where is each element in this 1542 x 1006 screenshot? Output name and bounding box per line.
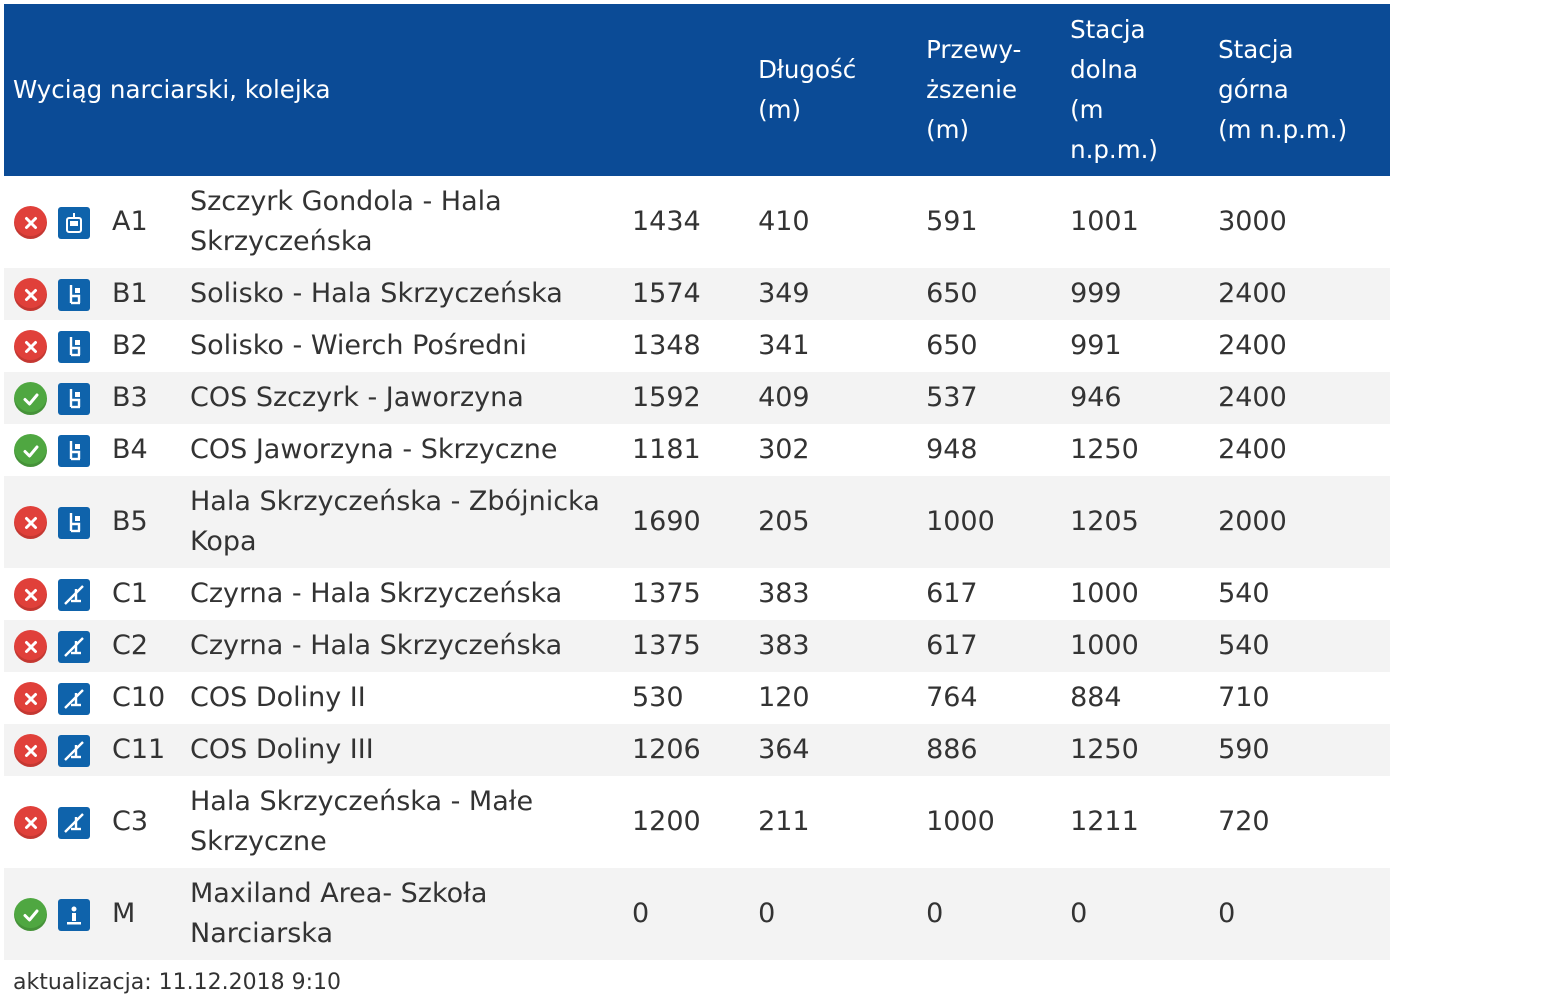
lift-name: COS Doliny III [190,734,374,765]
lift-code: C2 [112,630,149,661]
table-row [4,568,1390,620]
t-bar-icon [58,579,90,611]
rise-value: 410 [758,206,810,237]
upper-station-value: 1250 [1070,434,1139,465]
rise-value: 383 [758,630,810,661]
length-value: 1181 [632,434,701,465]
upper-station-value: 0 [1070,898,1088,929]
rise-value: 120 [758,682,810,713]
status-cell [4,424,58,476]
lift-type-cell [58,724,110,776]
closed-status-icon [14,734,47,767]
lift-code: B1 [112,278,148,309]
capacity-value: 3000 [1218,206,1287,237]
upper-station-value: 1000 [1070,630,1139,661]
upper-station-value: 946 [1070,382,1122,413]
col-header-lower-station: Stacja dolna (m n.p.m.) [1070,15,1158,164]
lower-station-value: 948 [926,434,978,465]
rise-value: 341 [758,330,810,361]
length-value: 1690 [632,506,701,537]
status-cell [4,620,58,672]
status-cell [4,776,58,868]
rise-value: 0 [758,898,776,929]
t-bar-icon [58,631,90,663]
t-bar-icon [58,683,90,715]
status-cell [4,568,58,620]
table-row [4,776,1390,868]
length-value: 1375 [632,630,701,661]
length-value: 1348 [632,330,701,361]
lower-station-value: 537 [926,382,978,413]
lift-name: Szczyrk Gondola - Hala Skrzyczeńska [190,186,502,257]
length-value: 1375 [632,578,701,609]
lower-station-value: 617 [926,630,978,661]
capacity-value: 2400 [1218,382,1287,413]
lift-code: C1 [112,578,149,609]
capacity-value: 2400 [1218,434,1287,465]
lift-type-cell [58,568,110,620]
status-cell [4,868,58,960]
upper-station-value: 1211 [1070,806,1139,837]
length-value: 1592 [632,382,701,413]
status-cell [4,724,58,776]
closed-status-icon [14,578,47,611]
status-cell [4,176,58,268]
lower-station-value: 1000 [926,806,995,837]
upper-station-value: 1001 [1070,206,1139,237]
col-header-rise: Przewy- ższenie (m) [926,35,1022,144]
status-cell [4,320,58,372]
closed-status-icon [14,506,47,539]
lift-type-cell [58,672,110,724]
open-status-icon [14,434,47,467]
capacity-value: 0 [1218,898,1236,929]
lift-name: COS Doliny II [190,682,366,713]
closed-status-icon [14,682,47,715]
lower-station-value: 617 [926,578,978,609]
length-value: 0 [632,898,650,929]
lower-station-value: 764 [926,682,978,713]
capacity-value: 2400 [1218,278,1287,309]
gondola-icon [58,207,90,239]
chairlift-icon [58,279,90,311]
length-value: 530 [632,682,684,713]
status-cell [4,372,58,424]
lift-code: B2 [112,330,148,361]
table-row [4,724,1390,776]
capacity-value: 2400 [1218,330,1287,361]
chairlift-icon [58,435,90,467]
table-row [4,268,1390,320]
lift-code: B3 [112,382,148,413]
lift-type-cell [58,620,110,672]
rise-value: 383 [758,578,810,609]
lower-station-value: 1000 [926,506,995,537]
last-updated: aktualizacja: 11.12.2018 9:10 [13,970,341,995]
status-cell [4,476,58,568]
closed-status-icon [14,630,47,663]
lift-code: B4 [112,434,148,465]
lift-name: Hala Skrzyczeńska - Zbójnicka Kopa [190,486,600,557]
rise-value: 409 [758,382,810,413]
table-row [4,320,1390,372]
table-row [4,672,1390,724]
lift-type-cell [58,476,110,568]
lift-code: M [112,898,136,929]
chairlift-icon [58,507,90,539]
lift-code: C11 [112,734,166,765]
lift-name: Solisko - Hala Skrzyczeńska [190,278,563,309]
lift-code: C3 [112,806,149,837]
upper-station-value: 1250 [1070,734,1139,765]
capacity-value: 720 [1218,806,1270,837]
status-cell [4,268,58,320]
lower-station-value: 650 [926,330,978,361]
col-header-lift: Wyciąg narciarski, kolejka [13,75,331,104]
carpet-icon [58,899,90,931]
length-value: 1206 [632,734,701,765]
capacity-value: 540 [1218,578,1270,609]
upper-station-value: 991 [1070,330,1122,361]
lift-name: Solisko - Wierch Pośredni [190,330,527,361]
lift-code: B5 [112,506,148,537]
status-cell [4,672,58,724]
open-status-icon [14,898,47,931]
lift-name: Czyrna - Hala Skrzyczeńska [190,630,563,661]
lift-code: A1 [112,206,148,237]
lift-name: Maxiland Area- Szkoła Narciarska [190,878,488,949]
closed-status-icon [14,330,47,363]
t-bar-icon [58,807,90,839]
table-row [4,424,1390,476]
lower-station-value: 0 [926,898,944,929]
capacity-value: 710 [1218,682,1270,713]
capacity-value: 590 [1218,734,1270,765]
col-header-upper-station: Stacja górna (m n.p.m.) [1218,35,1348,144]
lift-name: Czyrna - Hala Skrzyczeńska [190,578,563,609]
rise-value: 349 [758,278,810,309]
lift-name: COS Jaworzyna - Skrzyczne [190,434,558,465]
rise-value: 211 [758,806,810,837]
closed-status-icon [14,806,47,839]
length-value: 1574 [632,278,701,309]
lift-type-cell [58,424,110,476]
open-status-icon [14,382,47,415]
col-header-length: Długość (m) [758,55,857,124]
lower-station-value: 886 [926,734,978,765]
table-row [4,476,1390,568]
t-bar-icon [58,735,90,767]
length-value: 1200 [632,806,701,837]
length-value: 1434 [632,206,701,237]
table-row [4,620,1390,672]
table-row [4,868,1390,960]
capacity-value: 2000 [1218,506,1287,537]
upper-station-value: 884 [1070,682,1122,713]
lift-code: C10 [112,682,166,713]
closed-status-icon [14,278,47,311]
lift-name: COS Szczyrk - Jaworzyna [190,382,524,413]
lift-status-table [4,4,1542,960]
lift-type-cell [58,176,110,268]
upper-station-value: 1000 [1070,578,1139,609]
lower-station-value: 650 [926,278,978,309]
lift-type-cell [58,372,110,424]
lift-type-cell [58,776,110,868]
upper-station-value: 999 [1070,278,1122,309]
closed-status-icon [14,206,47,239]
rise-value: 205 [758,506,810,537]
upper-station-value: 1205 [1070,506,1139,537]
chairlift-icon [58,383,90,415]
rise-value: 302 [758,434,810,465]
table-row [4,372,1390,424]
lower-station-value: 591 [926,206,978,237]
chairlift-icon [58,331,90,363]
capacity-value: 540 [1218,630,1270,661]
lift-type-cell [58,268,110,320]
lift-type-cell [58,868,110,960]
lift-type-cell [58,320,110,372]
table-header-row: Wyciąg narciarski, kolejka Długość (m) Przewy- ższenie (m) Stacja dolna (m n.p.m.) Stacja górna (m n.p.m.) Zdolność przewozowa (osób/godz) [4,4,1390,176]
rise-value: 364 [758,734,810,765]
table-row [4,176,1390,268]
lift-name: Hala Skrzyczeńska - Małe Skrzyczne [190,786,534,857]
